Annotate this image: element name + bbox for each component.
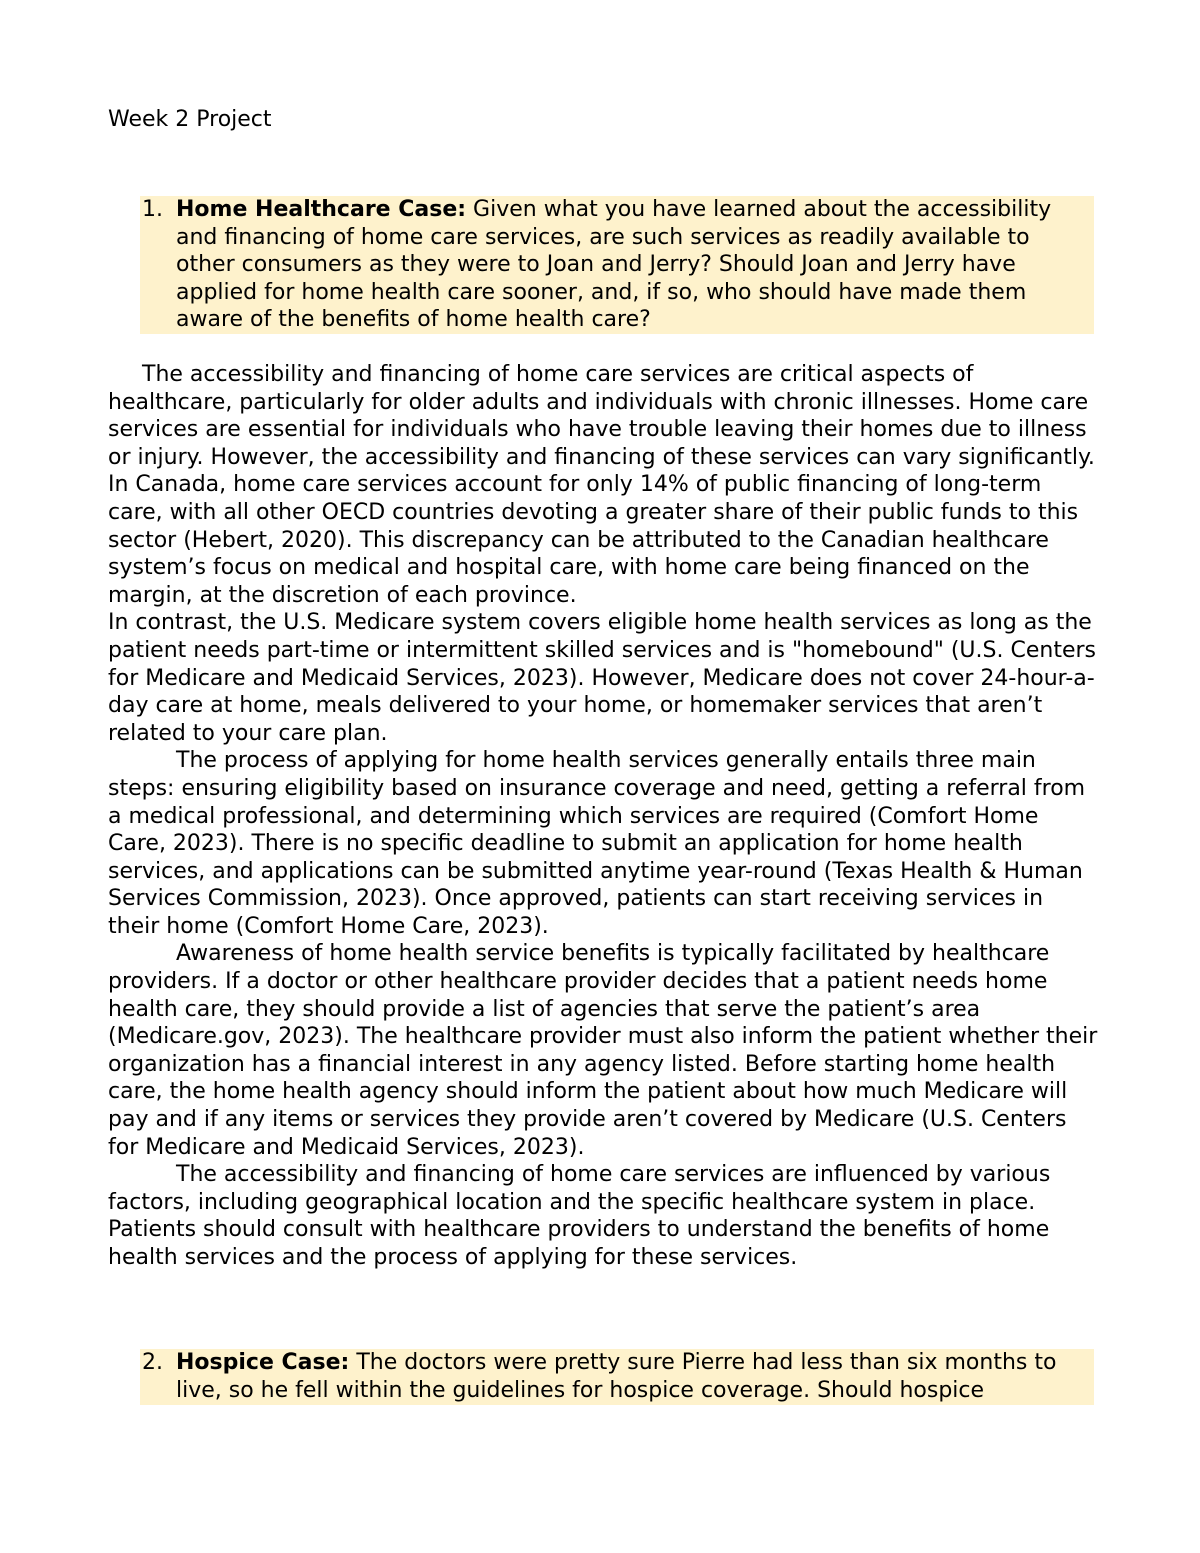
answer-paragraph-5: The accessibility and financing of home care services are influenced by various factors, including geographical location and the specific healthcare system in place. Patients should consult with healthcare providers to understand the benefits of home health services and the process of applying for these services. xyxy=(108,1162,1051,1270)
question-2-block xyxy=(140,1349,1094,1405)
question-2-text-wrap xyxy=(176,1349,1090,1404)
answer-body xyxy=(108,361,1098,1272)
question-1-number: 1. xyxy=(142,197,163,222)
question-1-lead: Home Healthcare Case: xyxy=(176,197,467,222)
question-1-text-wrap xyxy=(176,196,1090,334)
question-2-number: 2. xyxy=(142,1350,163,1375)
answer-paragraph-1: The accessibility and financing of home care services are critical aspects of healthcare, particularly for older adults and individuals with chronic illnesses. Home care services are essential for individuals who have trouble leaving their homes due to illness or injury. However, the accessibility and financing of these services can vary significantly. In Canada, home care services account for only 14% of public financing of long-term care, with all other OECD countries devoting a greater share of their public funds to this sector (Hebert, 2020). This discrepancy can be attributed to the Canadian healthcare system’s focus on medical and hospital care, with home care being financed on the margin, at the discretion of each province. xyxy=(108,362,1095,608)
question-1-block xyxy=(140,196,1094,334)
answer-paragraph-4: Awareness of home health service benefits is typically facilitated by healthcare providers. If a doctor or other healthcare provider decides that a patient needs home health care, they should provide a list of agencies that serve the patient’s area (Medicare.gov, 2023). The healthcare provider must also inform the patient whether their organization has a financial interest in any agency listed. Before starting home health care, the home health agency should inform the patient about how much Medicare will pay and if any items or services they provide aren’t covered by Medicare (U.S. Centers for Medicare and Medicaid Services, 2023). xyxy=(108,941,1098,1160)
answer-paragraph-2: In contrast, the U.S. Medicare system covers eligible home health services as long as the patient needs part-time or intermittent skilled services and is "homebound" (U.S. Centers for Medicare and Medicaid Services, 2023). However, Medicare does not cover 24-hour-a-day care at home, meals delivered to your home, or homemaker services that aren’t related to your care plan. xyxy=(108,610,1096,746)
answer-paragraph-3: The process of applying for home health services generally entails three main steps: ensuring eligibility based on insurance coverage and need, getting a referral from a medical professional, and determining which services are required (Comfort Home Care, 2023). There is no specific deadline to submit an application for home health services, and applications can be submitted anytime year-round (Texas Health & Human Services Commission, 2023). Once approved, patients can start receiving services in their home (Comfort Home Care, 2023). xyxy=(108,748,1086,939)
question-2-text: The doctors were pretty sure Pierre had less than six months to live, so he fell within the guidelines for hospice coverage. Should hospice xyxy=(176,1350,1057,1403)
question-1-text: Given what you have learned about the accessibility and financing of home care services, are such services as readily available to other consumers as they were to Joan and Jerry? Should Joan and Jerry have applied for home health care sooner, and, if so, who should have made them aware of the benefits of home health care? xyxy=(176,197,1052,333)
document-title: Week 2 Project xyxy=(108,107,272,132)
question-2-lead: Hospice Case: xyxy=(176,1350,350,1375)
